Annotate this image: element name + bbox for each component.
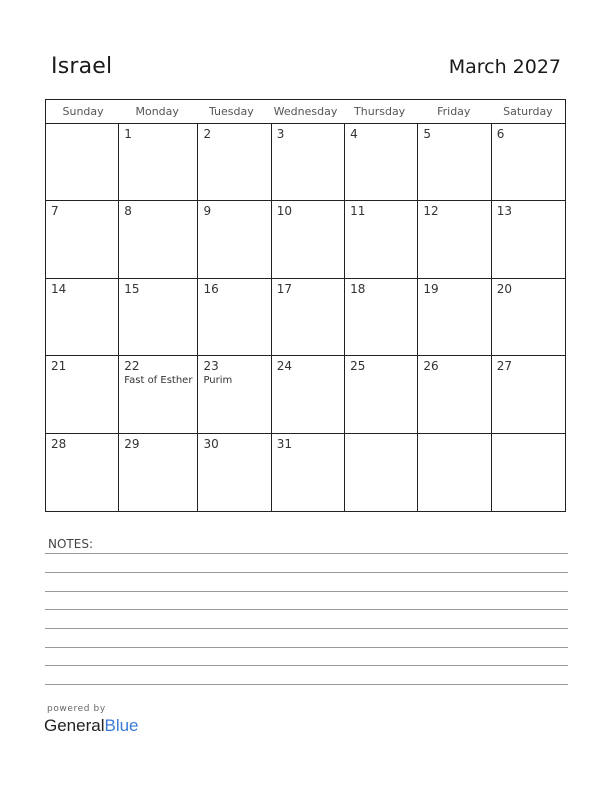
day-number: 24 bbox=[276, 359, 293, 374]
day-number: 6 bbox=[496, 127, 505, 141]
day-number: 31 bbox=[276, 436, 293, 451]
day-number: 12 bbox=[423, 204, 439, 219]
day-cell bbox=[418, 201, 491, 278]
day-number: 16 bbox=[203, 281, 219, 296]
day-cell bbox=[272, 201, 345, 278]
day-number: 25 bbox=[350, 359, 366, 374]
day-cell bbox=[345, 356, 418, 433]
day-cell bbox=[272, 279, 345, 356]
day-cell bbox=[492, 434, 565, 511]
weekday-saturday: Saturday bbox=[503, 105, 553, 118]
day-cell bbox=[272, 356, 345, 433]
day-cell bbox=[198, 434, 271, 511]
day-number: 23 bbox=[203, 359, 219, 374]
day-number: 3 bbox=[276, 127, 285, 141]
day-cell bbox=[119, 434, 198, 511]
weekday-friday: Friday bbox=[437, 105, 471, 118]
day-number: 21 bbox=[51, 359, 67, 374]
notes-line bbox=[45, 628, 568, 629]
holiday-label: Fast of Esther bbox=[124, 375, 193, 387]
weekday-thursday: Thursday bbox=[354, 105, 406, 118]
weekday-sunday: Sunday bbox=[62, 105, 104, 118]
day-cell bbox=[119, 124, 198, 201]
weekday-wednesday: Wednesday bbox=[273, 105, 338, 118]
day-number: 11 bbox=[350, 204, 366, 219]
day-cell bbox=[492, 124, 565, 201]
day-cells bbox=[46, 124, 565, 511]
day-cell bbox=[272, 434, 345, 511]
country-title: Israel bbox=[51, 54, 113, 79]
day-cell bbox=[418, 434, 491, 511]
day-number: 22 bbox=[124, 359, 140, 374]
day-cell bbox=[492, 279, 565, 356]
day-cell bbox=[46, 356, 119, 433]
day-number: 18 bbox=[350, 281, 366, 296]
day-number: 10 bbox=[276, 204, 293, 219]
month-year-title: March 2027 bbox=[448, 56, 561, 78]
day-number: 13 bbox=[496, 204, 512, 219]
day-cell bbox=[46, 279, 119, 356]
day-number: 8 bbox=[124, 204, 132, 219]
day-cell bbox=[418, 124, 491, 201]
day-number: 15 bbox=[124, 281, 140, 296]
day-cell bbox=[119, 356, 198, 433]
notes-line bbox=[45, 609, 568, 610]
day-number: 4 bbox=[350, 127, 358, 141]
day-cell bbox=[198, 356, 271, 433]
day-cell bbox=[345, 434, 418, 511]
day-cell bbox=[46, 124, 119, 201]
notes-line bbox=[45, 553, 568, 554]
notes-line bbox=[45, 647, 568, 648]
notes-label: NOTES: bbox=[48, 537, 93, 551]
day-cell bbox=[119, 279, 198, 356]
generalblue-logo[interactable] bbox=[44, 716, 139, 736]
notes-line bbox=[45, 665, 568, 666]
day-cell bbox=[46, 201, 119, 278]
day-number: 2 bbox=[203, 127, 212, 141]
day-cell bbox=[418, 279, 491, 356]
day-cell bbox=[492, 201, 565, 278]
notes-line bbox=[45, 572, 568, 573]
day-cell bbox=[345, 124, 418, 201]
day-number: 14 bbox=[51, 281, 67, 296]
day-number: 1 bbox=[124, 127, 132, 141]
day-number: 7 bbox=[51, 204, 59, 219]
weekday-monday: Monday bbox=[135, 105, 179, 118]
day-number: 20 bbox=[496, 281, 512, 296]
day-number: 29 bbox=[124, 436, 140, 451]
day-number: 5 bbox=[423, 127, 432, 141]
day-cell bbox=[418, 356, 491, 433]
day-number: 28 bbox=[51, 436, 67, 451]
day-number: 30 bbox=[203, 436, 219, 451]
day-cell bbox=[345, 201, 418, 278]
day-cell bbox=[198, 279, 271, 356]
notes-line bbox=[45, 591, 568, 592]
day-cell bbox=[345, 279, 418, 356]
day-number: 19 bbox=[423, 281, 439, 296]
day-cell bbox=[198, 124, 271, 201]
calendar-grid bbox=[45, 99, 566, 512]
day-number: 9 bbox=[203, 204, 212, 219]
day-number: 27 bbox=[496, 359, 512, 374]
day-cell bbox=[492, 356, 565, 433]
brand-blue: Blue bbox=[104, 716, 139, 735]
weekday-tuesday: Tuesday bbox=[208, 105, 254, 118]
brand-general: General bbox=[44, 716, 105, 735]
holiday-label: Purim bbox=[203, 375, 233, 387]
day-cell bbox=[198, 201, 271, 278]
notes-line bbox=[45, 684, 568, 685]
weekday-header-row bbox=[46, 100, 565, 124]
day-number: 17 bbox=[276, 281, 293, 296]
day-number: 26 bbox=[423, 359, 439, 374]
day-cell bbox=[272, 124, 345, 201]
day-cell bbox=[46, 434, 119, 511]
powered-by-text: powered by bbox=[47, 704, 106, 714]
day-cell bbox=[119, 201, 198, 278]
